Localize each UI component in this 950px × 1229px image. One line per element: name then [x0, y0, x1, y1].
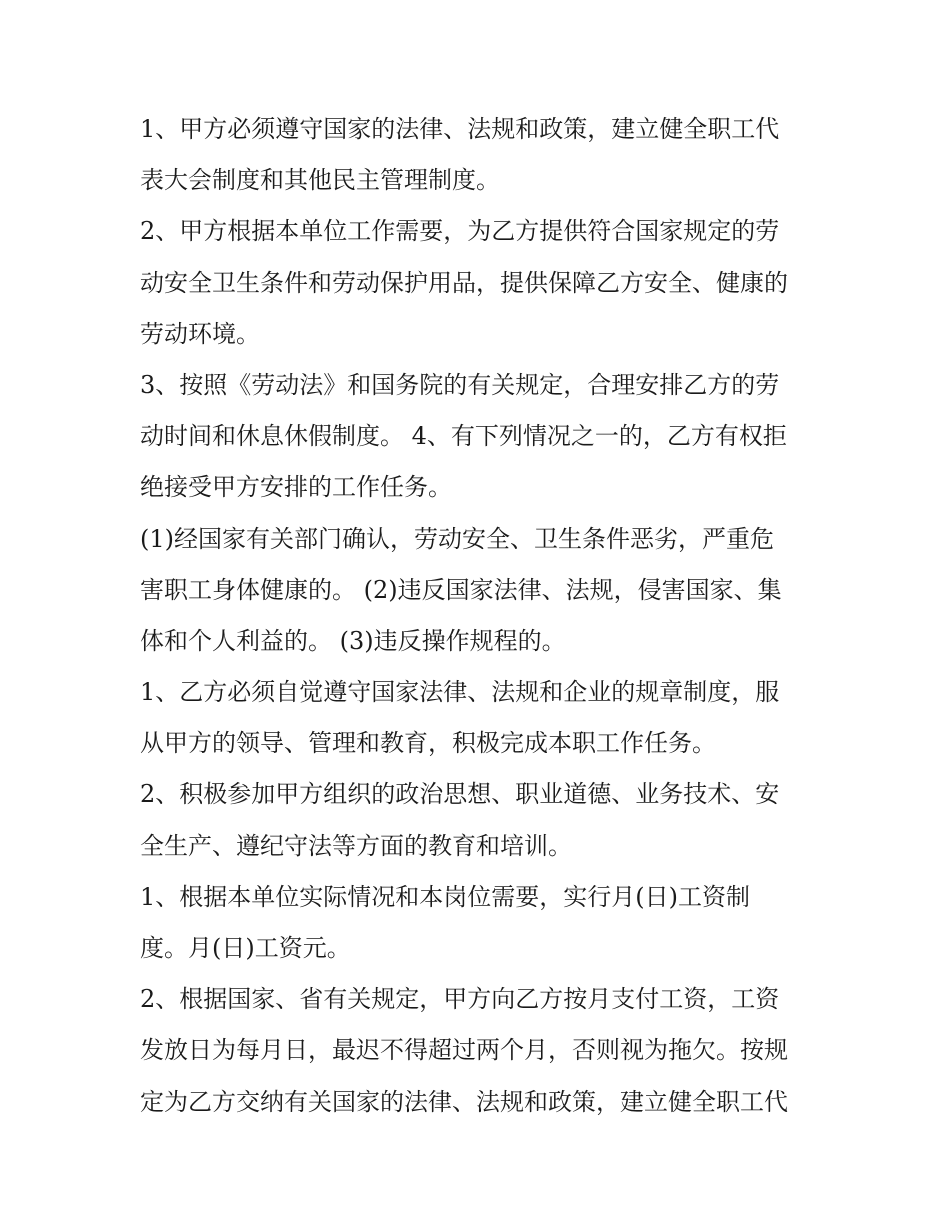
text-line-6: 3、按照《劳动法》和国务院的有关规定，合理安排乙方的劳 [140, 370, 780, 399]
text-line-4: 动安全卫生条件和劳动保护用品，提供保障乙方安全、健康的 [140, 268, 788, 297]
text-line-12: 1、乙方必须自觉遵守国家法律、法规和企业的规章制度，服 [140, 678, 780, 707]
text-line-3: 2、甲方根据本单位工作需要，为乙方提供符合国家规定的劳 [140, 217, 780, 246]
text-line-10: 害职工身体健康的。 (2)违反国家法律、法规，侵害国家、集 [140, 575, 782, 604]
text-line-13: 从甲方的领导、管理和教育，积极完成本职工作任务。 [140, 729, 716, 758]
text-line-14: 2、积极参加甲方组织的政治思想、职业道德、业务技术、安 [140, 780, 780, 809]
text-line-7: 动时间和休息休假制度。 4、有下列情况之一的，乙方有权拒 [140, 422, 787, 451]
text-line-8: 绝接受甲方安排的工作任务。 [140, 473, 452, 502]
text-line-9: (1)经国家有关部门确认，劳动安全、卫生条件恶劣，严重危 [140, 524, 774, 553]
text-line-15: 全生产、遵纪守法等方面的教育和培训。 [140, 831, 572, 860]
text-line-17: 度。月(日)工资元。 [140, 934, 351, 962]
document-body [140, 104, 820, 1128]
text-line-2: 表大会制度和其他民主管理制度。 [140, 166, 500, 195]
text-line-19: 发放日为每月日，最迟不得超过两个月，否则视为拖欠。按规 [140, 1036, 788, 1065]
text-line-20: 定为乙方交纳有关国家的法律、法规和政策，建立健全职工代 [140, 1087, 788, 1116]
text-line-18: 2、根据国家、省有关规定，甲方向乙方按月支付工资，工资 [140, 985, 780, 1014]
text-line-16: 1、根据本单位实际情况和本岗位需要，实行月(日)工资制 [140, 882, 750, 911]
text-line-5: 劳动环境。 [140, 319, 260, 348]
text-line-1: 1、甲方必须遵守国家的法律、法规和政策，建立健全职工代 [140, 115, 780, 143]
text-line-11: 体和个人利益的。 (3)违反操作规程的。 [140, 626, 566, 655]
